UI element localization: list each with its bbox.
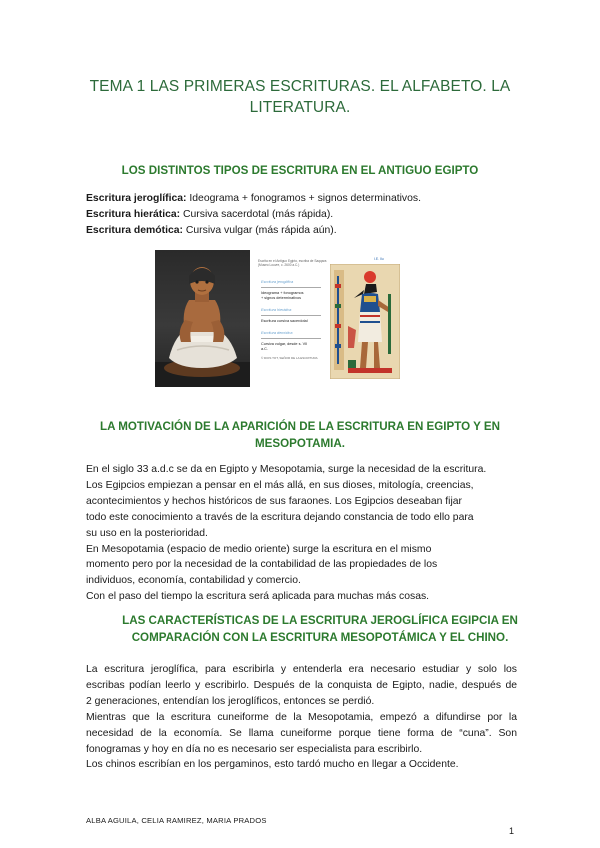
section-2-heading-line-2: MESOPOTAMIA. bbox=[255, 437, 345, 450]
paragraph-line: La escritura jeroglífica, para escribirla y entenderla era necesario estudiar y solo los bbox=[86, 664, 517, 675]
slide-demotica-text-2: a.C. bbox=[261, 347, 268, 351]
slide-demotica-heading: Escritura demótica bbox=[261, 331, 293, 335]
writing-type-label: Escritura jeroglífica: bbox=[86, 193, 187, 204]
section-1-heading: LOS DISTINTOS TIPOS DE ESCRITURA EN EL ANTIGUO EGIPTO bbox=[121, 164, 479, 177]
paragraph-line: Con el paso del tiempo la escritura será aplicada para muchas más cosas. bbox=[86, 591, 430, 603]
slide-demotica-text-1: Cursiva vulgar, desde s. VII bbox=[261, 342, 308, 346]
egypt-writing-figure bbox=[155, 250, 408, 387]
section-3-heading bbox=[100, 612, 540, 646]
footer-authors: ALBA AGUILA, CELIA RAMIREZ, MARIA PRADOS bbox=[86, 816, 267, 825]
slide-title bbox=[258, 259, 326, 267]
slide-credit: © DIOS TOT, SEÑOR DE LA ESCRITURA bbox=[261, 356, 318, 360]
slide-tag: I.E. Ilu bbox=[374, 257, 384, 261]
paragraph-line: En el siglo 33 a.d.c se da en Egipto y Mesopotamia, surge la necesidad de la escritura. bbox=[86, 464, 487, 475]
slide-divider bbox=[261, 287, 321, 288]
paragraph-line: individuos, economía, contabilidad y comercio. bbox=[86, 575, 301, 587]
writing-type-text: Ideograma + fonogramos + signos determinativos. bbox=[186, 193, 421, 204]
paragraph-line: En Mesopotamia (espacio de medio oriente) surge la escritura en el mismo bbox=[86, 543, 432, 555]
thoth-painting bbox=[330, 264, 400, 379]
writing-types-slide bbox=[250, 250, 408, 387]
writing-type-text: Cursiva vulgar (más rápida aún). bbox=[183, 224, 337, 236]
page-title bbox=[70, 76, 530, 118]
characteristics-paragraph bbox=[86, 662, 517, 773]
slide-subtitle-line: (Museo Louvre, c. 2600 a.C.) bbox=[258, 263, 300, 267]
slide-divider bbox=[261, 315, 321, 316]
paragraph-line: acontecimientos y hechos históricos de sus faraones. Los Egipcios deseaban fijar bbox=[86, 495, 463, 507]
paragraph-line: Los chinos escribían en los pergaminos, esto tardó mucho en llegar a Occidente. bbox=[86, 759, 459, 771]
paragraph-line: escribas podían leerlo y escribirlo. Después de la conquista de Egipto, nadie, después de bbox=[86, 679, 517, 691]
paragraph-line: 2 generaciones, entendían los jeroglíficos, entonces se perdió. bbox=[86, 695, 375, 707]
writing-type-label: Escritura hierática: bbox=[86, 208, 181, 220]
paragraph-line: fonogramas y hoy en día no es necesario ser especialista para escribirlo. bbox=[86, 743, 423, 755]
slide-text-box bbox=[261, 280, 326, 360]
paragraph-line: todo este conocimiento a través de la escritura dejando constancia de todo ello para bbox=[86, 511, 474, 523]
writing-type-item bbox=[86, 207, 421, 223]
writing-type-label: Escritura demótica: bbox=[86, 224, 184, 236]
paragraph-line: su uso en la posterioridad. bbox=[86, 527, 208, 539]
paragraph-line: momento pero por la necesidad de la contabilidad de las propiedades de los bbox=[86, 559, 438, 571]
title-line-1: TEMA 1 LAS PRIMERAS ESCRITURAS. EL ALFABETO. LA bbox=[89, 78, 511, 95]
section-3-heading-line-1: LAS CARACTERÍSTICAS DE LA ESCRITURA JEROGLÍFICA EGIPCIA EN bbox=[122, 614, 518, 627]
page-number: 1 bbox=[509, 826, 515, 836]
slide-divider bbox=[261, 338, 321, 339]
paragraph-line: Mientras que la escritura cuneiforme de la Mesopotamia, empezó a difundirse por la bbox=[86, 711, 517, 723]
title-line-2: LITERATURA. bbox=[249, 99, 351, 116]
slide-hieratica-heading: Escritura hierática bbox=[261, 308, 292, 312]
slide-jeroglifica-text-1: Ideograma + fonogramos bbox=[261, 291, 304, 295]
slide-title-line: Escrita en el Antiguo Egipto, escriba de Saqqara bbox=[258, 259, 327, 263]
section-2-heading-line-1: LA MOTIVACIÓN DE LA APARICIÓN DE LA ESCRITURA EN EGIPTO Y EN bbox=[99, 420, 500, 433]
seated-scribe-statue-photo bbox=[155, 250, 250, 387]
slide-jeroglifica-text-2: + signos determinativos bbox=[261, 296, 301, 300]
paragraph-line: necesidad de la economía. Se llama cuneiforme porque tiene forma de “cuna”. Son bbox=[86, 727, 517, 739]
seated-scribe-illustration bbox=[155, 250, 250, 387]
motivation-paragraph bbox=[86, 462, 486, 605]
slide-jeroglifica-heading: Escritura jeroglífica bbox=[261, 280, 294, 284]
slide-hieratica-text: Escritura cursiva sacerdotal bbox=[261, 319, 308, 323]
writing-type-item bbox=[86, 223, 421, 239]
writing-type-item bbox=[86, 191, 421, 207]
paragraph-line: Los Egipcios empiezan a pensar en el más allá, en sus dioses, mitología, creencias, bbox=[86, 479, 474, 491]
section-3-heading-line-2: COMPARACIÓN CON LA ESCRITURA MESOPOTÁMICA Y EL CHINO. bbox=[131, 631, 509, 644]
writing-type-text: Cursiva sacerdotal (más rápida). bbox=[180, 208, 334, 220]
thoth-illustration bbox=[330, 264, 400, 379]
section-2-heading bbox=[70, 418, 530, 452]
writing-types-list bbox=[86, 191, 421, 239]
